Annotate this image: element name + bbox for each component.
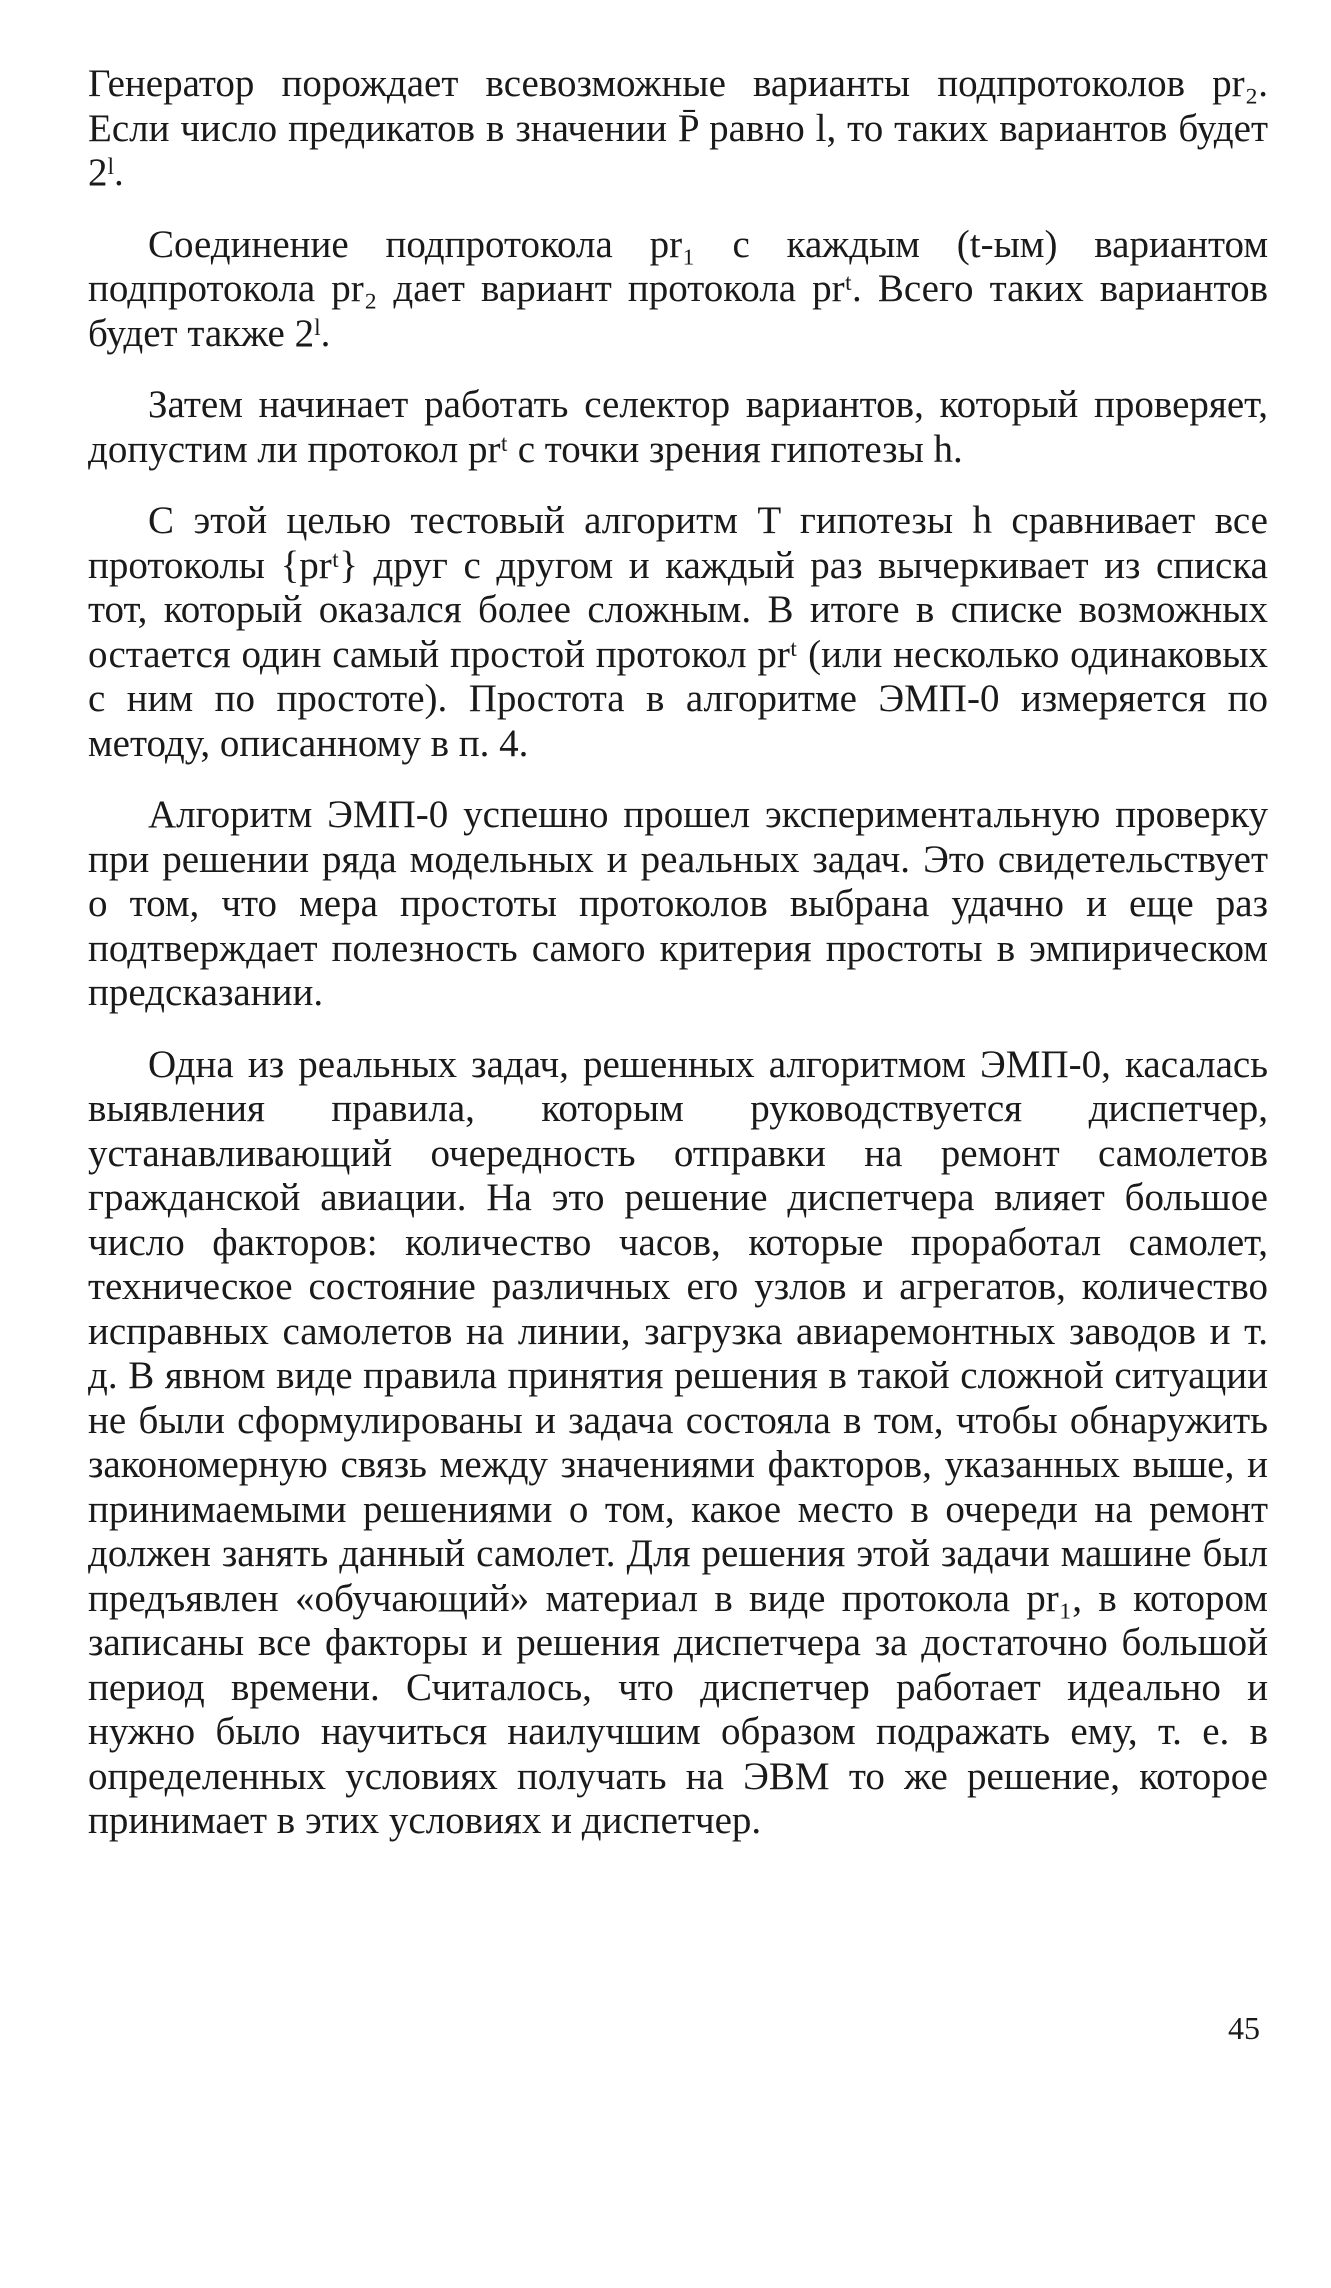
page-number: 45 [1228, 2010, 1260, 2046]
page-body [88, 62, 1268, 1871]
paragraph-4: С этой целью тестовый алгоритм T гипотезы h сравнивает все протоколы {prᵗ} друг с другом и каждый раз вычеркивает из списка тот, который оказался более сложным. В итоге в списке возможных остается один самый простой протокол prᵗ (или несколько одинаковых с ним по простоте). Простота в алгоритме ЭМП-0 измеряется по методу, описанному в п. 4. [88, 499, 1268, 765]
paragraph-1: Генератор порождает всевозможные варианты подпротоколов pr₂. Если число предикатов в значении P̄ равно l, то таких вариантов будет 2ˡ. [88, 62, 1268, 194]
paragraph-2: Соединение подпротокола pr₁ с каждым (t-ым) вариантом подпротокола pr₂ дает вариант протокола prᵗ. Всего таких вариантов будет также 2ˡ. [88, 222, 1268, 355]
paragraph-3: Затем начинает работать селектор вариантов, который проверяет, допустим ли протокол prᵗ с точки зрения гипотезы h. [88, 383, 1268, 471]
paragraph-5: Алгоритм ЭМП-0 успешно прошел экспериментальную проверку при решении ряда модельных и реальных задач. Это свидетельствует о том, что мера простоты протоколов выбрана удачно и еще раз подтверждает полезность самого критерия простоты в эмпирическом предсказании. [88, 793, 1268, 1014]
paragraph-6: Одна из реальных задач, решенных алгоритмом ЭМП-0, касалась выявления правила, которым руководствуется диспетчер, устанавливающий очередность отправки на ремонт самолетов гражданской авиации. На это решение диспетчера влияет большое число факторов: количество часов, которые проработал самолет, техническое состояние различных его узлов и агрегатов, количество исправных самолетов на линии, загрузка авиаремонтных заводов и т. д. В явном виде правила принятия решения в такой сложной ситуации не были сформулированы и задача состояла в том, чтобы обнаружить закономерную связь между значениями факторов, указанных выше, и принимаемыми решениями о том, какое место в очереди на ремонт должен занять данный самолет. Для решения этой задачи машине был предъявлен «обучающий» материал в виде протокола pr₁, в котором записаны все факторы и решения диспетчера за достаточно большой период времени. Считалось, что диспетчер работает идеально и нужно было научиться наилучшим образом подражать ему, т. е. в определенных условиях получать на ЭВМ то же решение, которое принимает в этих условиях и диспетчер. [88, 1042, 1268, 1842]
